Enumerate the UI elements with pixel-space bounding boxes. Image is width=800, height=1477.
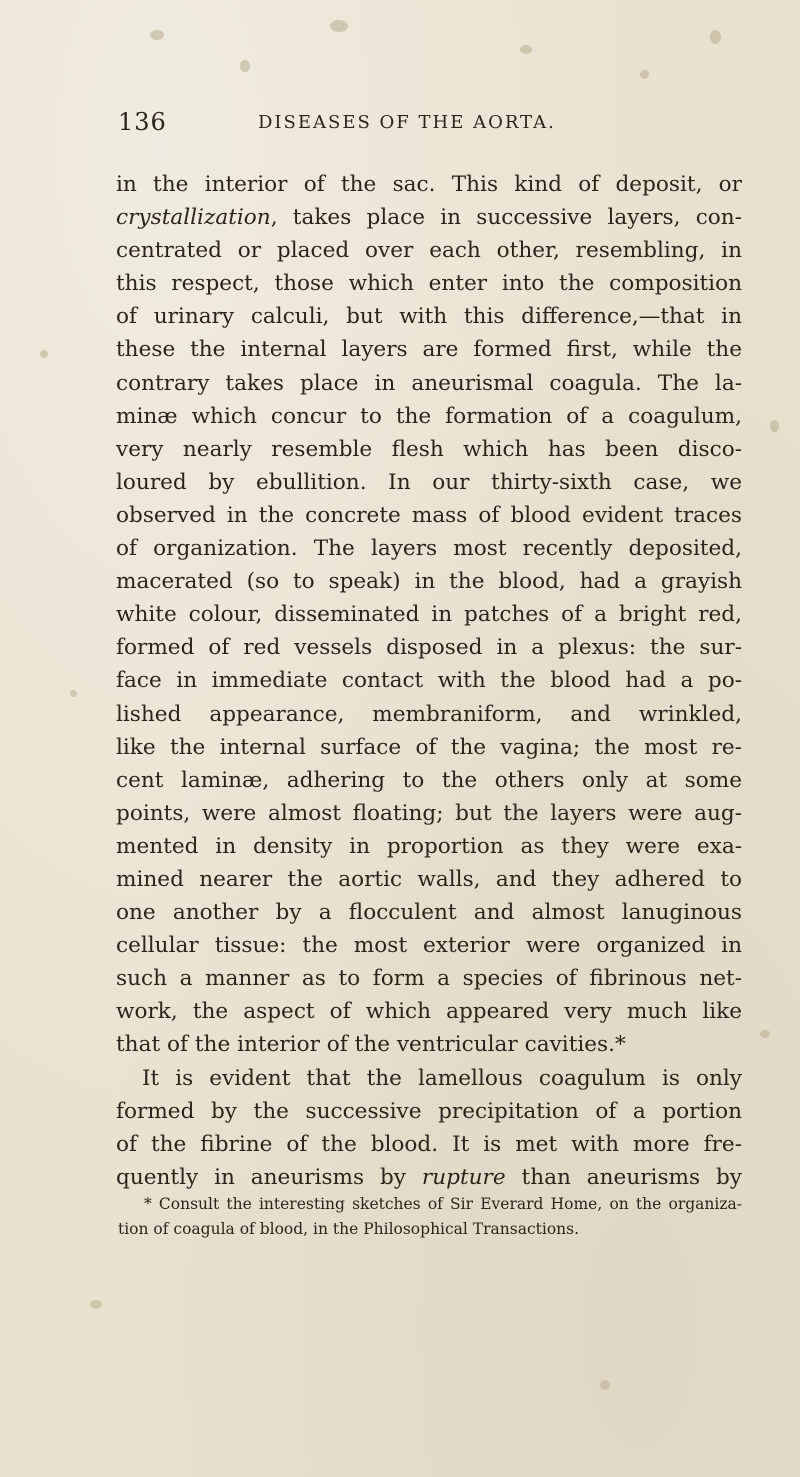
foxing-speck [240,60,250,72]
foxing-speck [600,1380,610,1390]
text-line: in the interior of the sac. This kind of deposit, or [116,172,742,197]
foxing-speck [760,1030,770,1038]
text-line: points, were almost floating; but the layers were aug- [116,800,742,826]
text-line: cent laminæ, adhering to the others only at some [116,767,742,793]
running-head [118,108,738,138]
text-line: contrary takes place in aneurismal coagula. The la- [116,370,742,396]
text-line: that of the interior of the ventricular cavities.* [116,1032,626,1058]
text-line: very nearly resemble flesh which has been disco- [116,436,742,462]
text-line: loured by ebullition. In our thirty-sixth case, we [116,469,742,495]
text-line: these the internal layers are formed first, while the [116,337,742,363]
text-line: formed of red vessels disposed in a plexus: the sur- [116,635,742,661]
text-line: of organization. The layers most recently deposited, [116,536,742,562]
page-number: 136 [118,108,167,136]
italic-term: rupture [421,1164,506,1190]
text-line: such a manner as to form a species of fibrinous net- [116,966,742,992]
foxing-speck [770,420,779,432]
text-line: macerated (so to speak) in the blood, had a grayish [116,569,742,595]
running-title: DISEASES OF THE AORTA. [258,112,556,133]
foxing-speck [40,350,48,358]
text-line: crystallization, takes place in successive layers, con- [116,205,742,231]
text-line: like the internal surface of the vagina; the most re- [116,734,742,760]
text-line: quently in aneurisms by rupture than aneurisms by [116,1164,742,1190]
text-line: observed in the concrete mass of blood evident traces [116,502,742,528]
text-line: one another by a flocculent and almost lanuginous [116,900,742,926]
foxing-speck [70,690,77,697]
footnote [118,1192,742,1242]
foxing-speck [330,20,348,32]
text-line: mented in density in proportion as they were exa- [116,833,742,859]
foxing-speck [150,30,164,40]
body-text [116,168,742,1194]
foxing-speck [90,1300,102,1309]
italic-term: crystallization [116,205,271,231]
text-line: It is evident that the lamellous coagulum is only [142,1065,742,1091]
text-line: this respect, those which enter into the composition [116,271,742,297]
text-line: face in immediate contact with the blood had a po- [116,668,742,694]
text-line: cellular tissue: the most exterior were organized in [116,933,742,959]
text-line: formed by the successive precipitation of a portion [116,1098,742,1124]
text-line: lished appearance, membraniform, and wrinkled, [116,701,742,727]
footnote-line: * Consult the interesting sketches of Sir Everard Home, on the organiza- [144,1195,742,1213]
text-line: of the fibrine of the blood. It is met with more fre- [116,1131,742,1157]
text-line: centrated or placed over each other, resembling, in [116,238,742,264]
foxing-speck [520,45,532,54]
text-line: mined nearer the aortic walls, and they adhered to [116,866,742,892]
text-line: white colour, disseminated in patches of a bright red, [116,602,742,628]
footnote-line: tion of coagula of blood, in the Philosophical Transactions. [118,1220,580,1238]
text-line: minæ which concur to the formation of a coagulum, [116,403,742,429]
foxing-speck [710,30,721,44]
foxing-speck [640,70,649,79]
text-line: of urinary calculi, but with this difference,—that in [116,304,742,330]
text-line: work, the aspect of which appeared very much like [116,999,742,1025]
